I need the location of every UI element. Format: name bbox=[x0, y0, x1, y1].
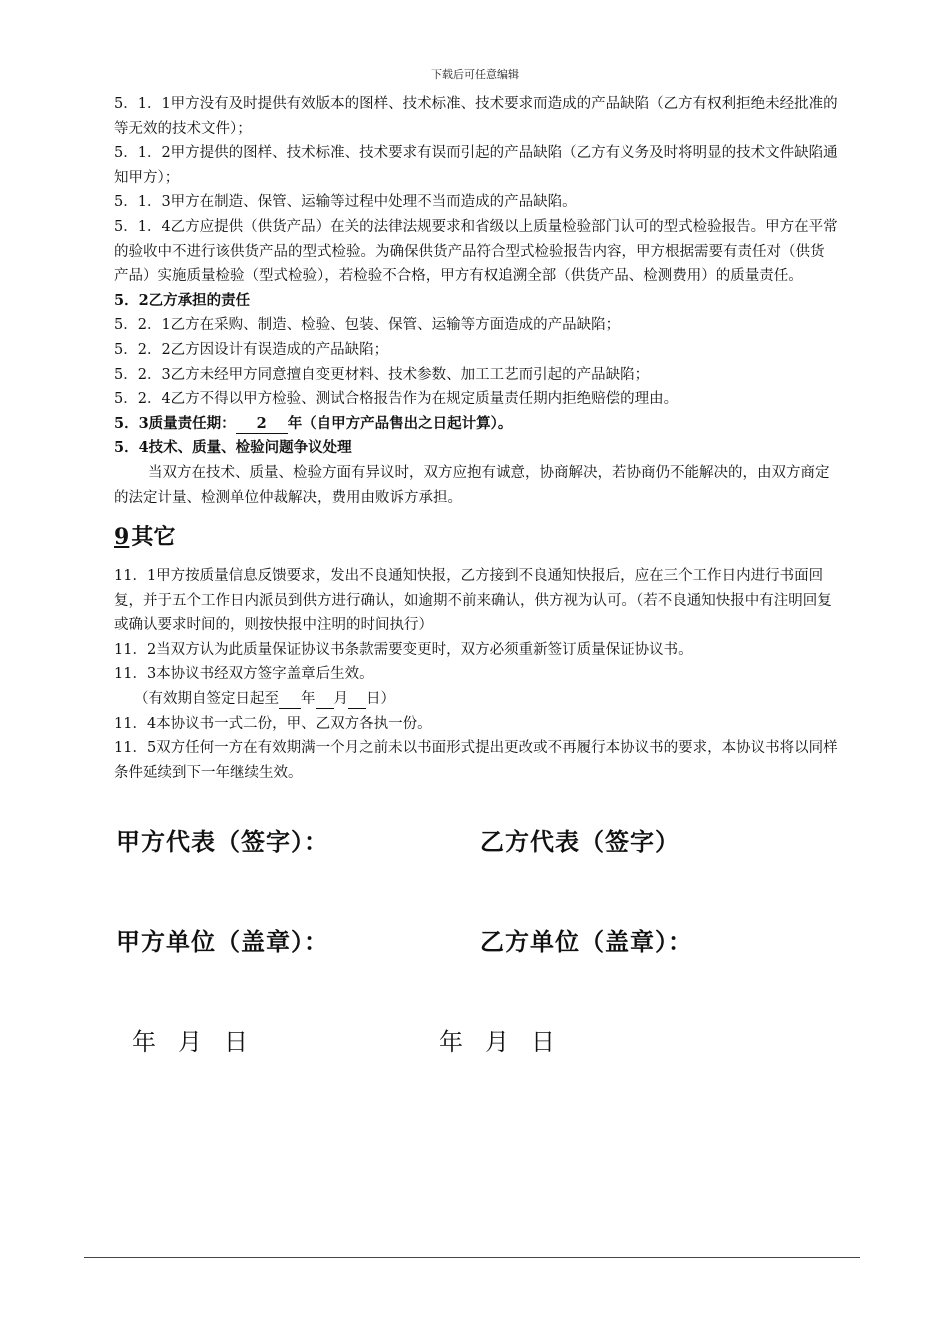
clause-11-1: 11．1甲方按质量信息反馈要求，发出不良通知快报，乙方接到不良通知快报后，应在三个工作日内进行书面回复，并于五个工作日内派员到供方进行确认，如逾期不前来确认，供方视为认可。（若不良通知快报中有注明回复或确认要求时间的，则按快报中注明的时间执行） bbox=[114, 568, 832, 634]
heading-5-2: 5．2乙方承担的责任 bbox=[114, 291, 251, 309]
warranty-years: 2 bbox=[236, 415, 288, 434]
validity-month-label: 月 bbox=[333, 691, 348, 708]
party-b-representative-label: 乙方代表（签字） bbox=[480, 827, 680, 856]
clause-5-1-3: 5．1．3甲方在制造、保管、运输等过程中处理不当而造成的产品缺陷。 bbox=[114, 194, 577, 211]
clause-5-2-4: 5．2．4乙方不得以甲方检验、测试合格报告作为在规定质量责任期内拒绝赔偿的理由。 bbox=[114, 391, 679, 408]
clause-11-5: 11．5双方任何一方在有效期满一个月之前未以书面形式提出更改或不再履行本协议书的要求，本协议书将以同样条件延续到下一年继续生效。 bbox=[114, 740, 838, 781]
validity-year-label: 年 bbox=[301, 691, 316, 708]
heading-5-4: 5．4技术、质量、检验问题争议处理 bbox=[114, 439, 352, 457]
heading-5-3-label: 5．3质量责任期： bbox=[114, 414, 236, 432]
clause-5-2-1: 5．2．1乙方在采购、制造、检验、包装、保管、运输等方面造成的产品缺陷； bbox=[114, 317, 621, 334]
section-9-number: 9 bbox=[114, 524, 130, 551]
party-b-year: 年 bbox=[439, 1028, 463, 1056]
validity-year-blank bbox=[279, 690, 301, 709]
footer-rule bbox=[84, 1257, 860, 1258]
party-a-day: 日 bbox=[224, 1028, 248, 1056]
clause-11-4: 11．4本协议书一式二份，甲、乙双方各执一份。 bbox=[114, 715, 432, 732]
dispute-paragraph: 当双方在技术、质量、检验方面有异议时，双方应抱有诚意，协商解决，若协商仍不能解决的，由双方商定的法定计量、检测单位仲裁解决，费用由败诉方承担。 bbox=[114, 464, 830, 506]
document-body bbox=[114, 92, 838, 785]
clause-11-2: 11．2当双方认为此质量保证协议书条款需要变更时，双方必须重新签订质量保证协议书。 bbox=[114, 641, 693, 658]
party-b-month: 月 bbox=[485, 1028, 509, 1056]
party-a-year: 年 bbox=[132, 1028, 156, 1056]
page-header: 下载后可任意编辑 bbox=[431, 68, 519, 81]
clause-5-2-3: 5．2．3乙方未经甲方同意擅自变更材料、技术参数、加工工艺而引起的产品缺陷； bbox=[114, 366, 650, 383]
validity-period bbox=[114, 687, 838, 712]
party-a-month: 月 bbox=[178, 1028, 202, 1056]
clause-5-1-2: 5．1．2甲方提供的图样、技术标准、技术要求有误而引起的产品缺陷（乙方有义务及时将明显的技术文件缺陷通知甲方）； bbox=[114, 145, 838, 186]
clause-5-1-1: 5．1．1甲方没有及时提供有效版本的图样、技术标准、技术要求而造成的产品缺陷（乙方有权利拒绝未经批准的等无效的技术文件）； bbox=[114, 96, 838, 137]
party-b-date bbox=[439, 1022, 577, 1057]
party-b-day: 日 bbox=[531, 1028, 555, 1056]
validity-day-blank bbox=[348, 690, 366, 709]
clause-5-1-4: 5．1．4乙方应提供（供货产品）在关的法律法规要求和省级以上质量检验部门认可的型式检验报告。甲方在平常的验收中不进行该供货产品的型式检验。为确保供货产品符合型式检验报告内容，甲方根据需要有责任对（供货产品）实施质量检验（型式检验），若检验不合格，甲方有权追溯全部（供货产品、检测费用）的质量责任。 bbox=[114, 218, 838, 285]
clause-5-2-2: 5．2．2乙方因设计有误造成的产品缺陷； bbox=[114, 341, 389, 358]
validity-prefix: （有效期自签定日起至 bbox=[134, 691, 279, 708]
party-a-date bbox=[132, 1022, 270, 1057]
section-9-heading bbox=[114, 522, 838, 552]
section-9-title: 其它 bbox=[131, 524, 176, 551]
party-b-unit-label: 乙方单位（盖章）： bbox=[480, 927, 693, 956]
party-a-representative-label: 甲方代表（签字）： bbox=[116, 827, 329, 856]
validity-day-label: 日） bbox=[366, 691, 395, 708]
validity-month-blank bbox=[316, 690, 334, 709]
clause-11-3: 11．3本协议书经双方签字盖章后生效。 bbox=[114, 666, 374, 683]
heading-5-3 bbox=[114, 412, 838, 437]
heading-5-3-suffix: 年（自甲方产品售出之日起计算）。 bbox=[287, 414, 513, 432]
party-a-unit-label: 甲方单位（盖章）： bbox=[116, 927, 329, 956]
